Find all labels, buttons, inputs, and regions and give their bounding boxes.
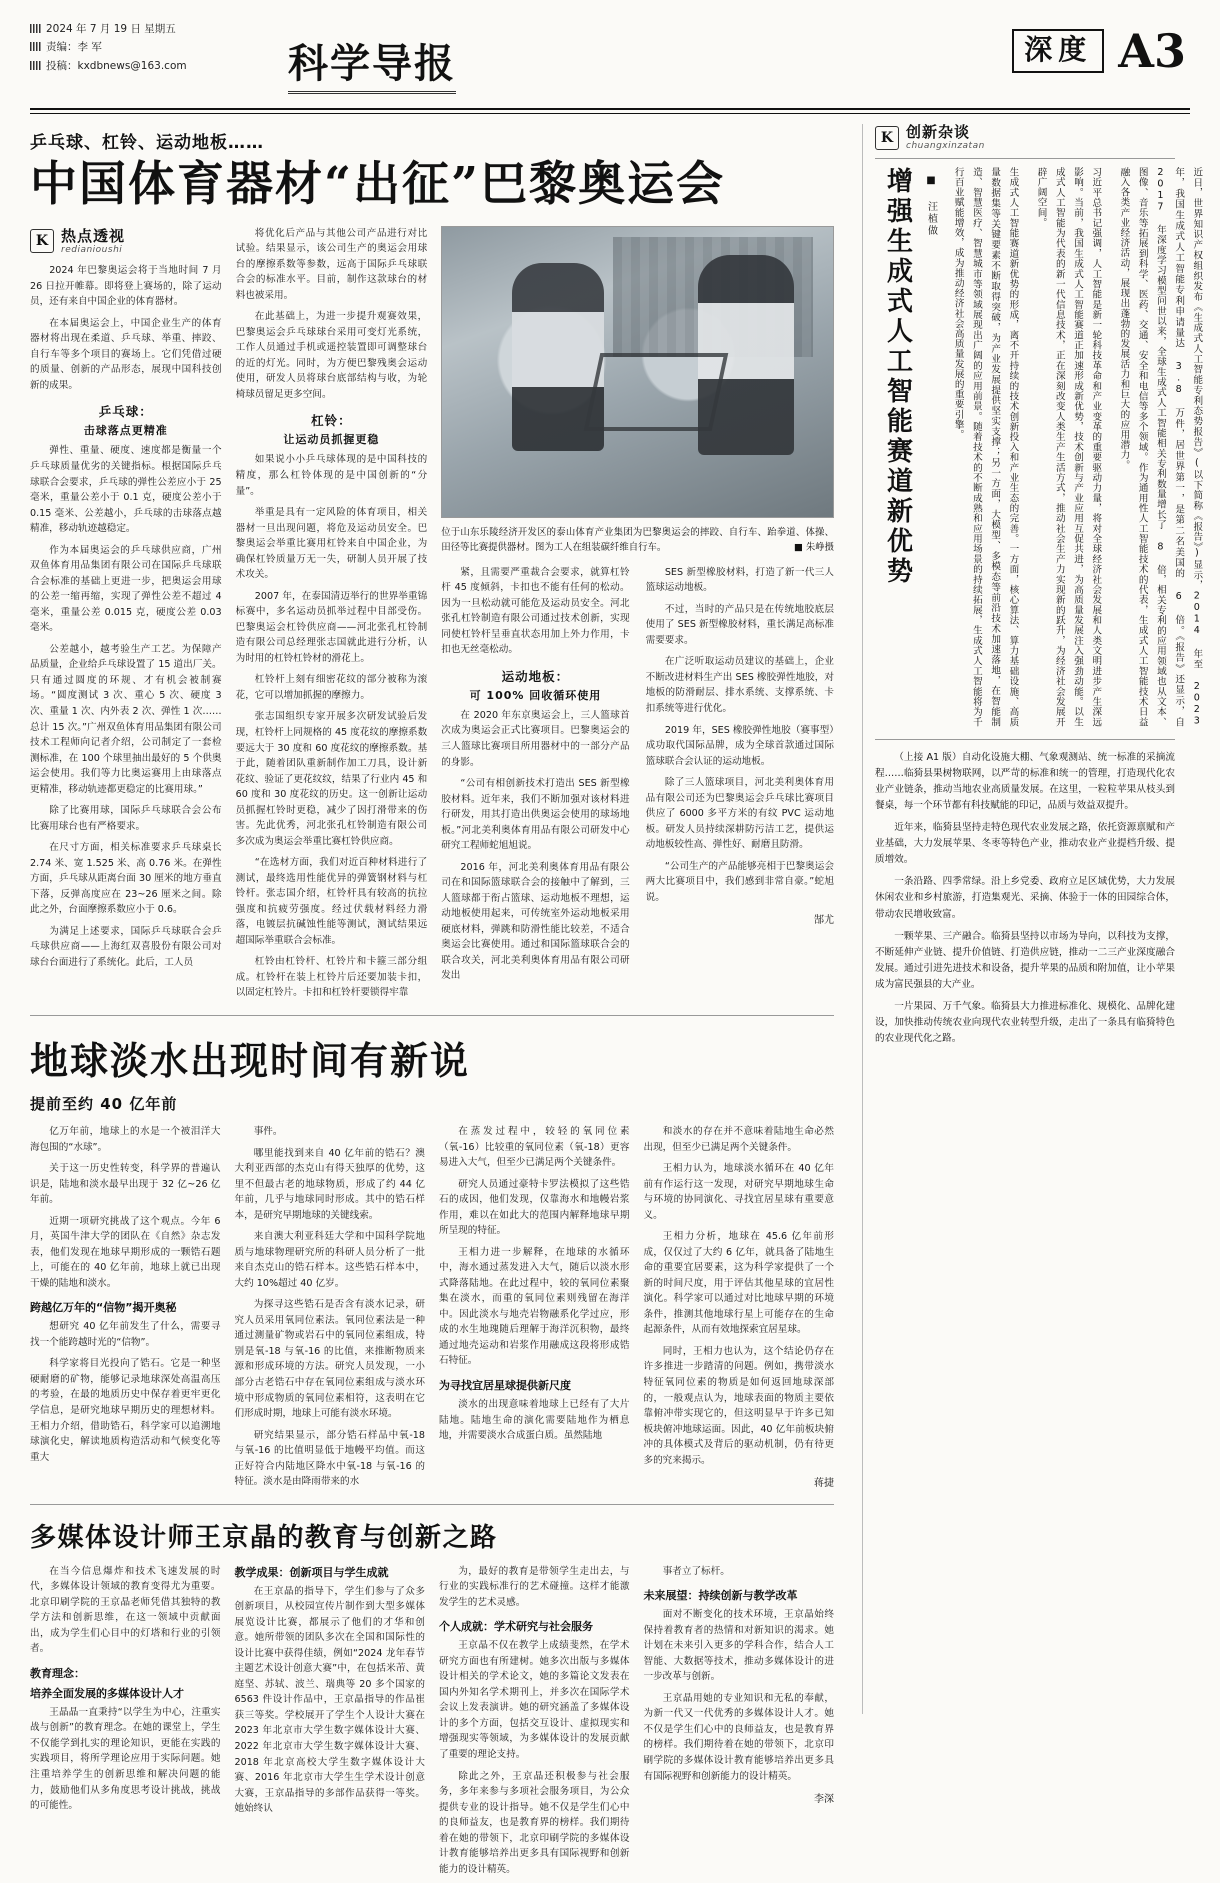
paragraph: 张志国组织专家开展多次研发试验后发现，杠铃杆上同规格的 45 度花纹的摩擦系数要远大于 30 度和 60 度花纹的摩擦系数。基于此，随着团队重新制作加工刀具，设计新花纹、验证了更花纹纹，结果了行业内 45 和 60 度和 30 度花纹的历史。这一创新让运动员抓握杠铃时更稳，减少了因打滑带来的伤害。先此优秀，河北张孔杠铃制造有限公司多次成为奥运会举重比赛杠铃供应商。 xyxy=(235,711,428,847)
bar-icon xyxy=(30,24,41,33)
paragraph: 举重是具有一定风险的体育项目，相关器材一旦出现问题，将危及运动员安全。巴黎奥运会举重比赛用杠铃来自中国企业，为确保杠铃质量万无一失，研制人员开展了技术攻关。 xyxy=(235,507,428,581)
continued-article xyxy=(875,750,1175,1048)
paper-name: 科学导报 xyxy=(288,40,456,87)
mid-deck: 提前至约 40 亿年前 xyxy=(30,1095,178,1113)
paragraph: 王相力认为，地球淡水循环在 40 亿年前有作运行这一发现，对研究早期地球生命与环境的协同演化、寻找宜居星球有重要意义。 xyxy=(643,1163,834,1221)
paragraph: 王相力分析，地球在 45.6 亿年前形成，仅仅过了大约 6 亿年，就具备了陆地生命的重要宜居要素，这为科学家提供了一个新的时间尺度，用于评估其他星球的宜居性演化。科学家可以通过对比地球早期的环境条件，推测其他地球行星上可能存在的生命起源条件，从而有效地探索宜居星球。 xyxy=(643,1231,834,1336)
paragraph: 弹性、重量、硬度、速度都是衡量一个乒乓球质量优劣的关键指标。根据国际乒乓球联合会要求，乒乓球的弹性公差应小于 25 毫米，重量公差小于 0.1 克，硬度公差小于 0.15 毫米、公差越小，乒乓球的击球落点越精准，移动轨迹越稳定。 xyxy=(30,445,222,535)
editor-line: 责编：李 军 xyxy=(46,41,102,54)
paragraph: 一片果园、万千气象。临猗县大力推进标准化、规模化、品牌化建设，加快推动传统农业向现代农业转型升级，走出了一条具有临猗特色的农业现代化之路。 xyxy=(875,1001,1175,1045)
mid-column-1 xyxy=(30,1124,221,1496)
paragraph: 来自澳大利亚科廷大学和中国科学院地质与地球物理研究所的科研人员分析了一批来自杰克山的锆石样本。这些锆石样本中，大约 10%超过 40 亿岁。 xyxy=(234,1231,425,1289)
lead-column-34 xyxy=(441,226,834,1007)
caption-text: 位于山东乐陵经济开发区的泰山体育产业集团为巴黎奥运会的摔跤、自行车、跆拳道、体操、田径等比赛提供器材。图为工人在组装碳纤维自行车。 xyxy=(441,526,835,553)
paragraph: “在选材方面，我们对近百种材料进行了测试，最终选用性能优异的弹簧钢材料与杠铃杆。张志国介绍，杠铃杆具有较高的抗拉强度和抗疲劳强度。经过伏载材料经力滑落，电镀层抗碱蚀性能等测试，测试结果远超国际举重联合会标准。 xyxy=(235,857,428,946)
subhead-line2: 击球落点更精准 xyxy=(83,424,168,438)
paragraph: 近期一项研究挑战了这个观点。今年 6 月，英国牛津大学的团队在《自然》杂志发表，他们发现在地球早期形成的一颗锆石题上，可能在的 40 亿年前，地球上就已出现干燥的陆地和淡水。 xyxy=(30,1215,221,1289)
column-label-innovation xyxy=(875,124,1175,152)
lead-headline: 中国体育器材“出征”巴黎奥运会 xyxy=(30,157,726,212)
subhead: 为寻找宜居星球提供新尺度 xyxy=(439,1378,571,1392)
vertical-headline: 增强生成式人工智能赛道新优势 xyxy=(882,166,913,587)
paragraph: “公司生产的产品能够亮相于巴黎奥运会两大比赛项目中，我们感到非常自豪。”蛇旭说。 xyxy=(645,860,835,903)
author-byline: ■ 汪植做 xyxy=(925,174,937,237)
article-signature: 蒋捷 xyxy=(814,1478,834,1490)
vertical-body-2: 习近平总书记强调，人工智能是新一轮科技革命和产业变革的重要驱动力量，将对全球经济社会发展和人类文明进步产生深远影响。当前，我国生成式人工智能赛道正加速形成新优势，技术创新与产业应用互促共进，为高质量发展注入强劲动能。以生成式人工智能为代表的新一代信息技术，正在深刻改变人类生产生活方式，推动社会生产力实现新的跃升，为经济社会发展开辟广阔空间。 xyxy=(1035,166,1102,727)
subhead: 培养全面发展的多媒体设计人才 xyxy=(30,1686,184,1700)
subhead-line1: 运动地板： xyxy=(501,668,570,684)
bottom-column-4 xyxy=(644,1564,835,1883)
photo-credit: ■ 朱峥摄 xyxy=(794,541,835,553)
subhead-line1: 乒乓球： xyxy=(98,404,153,420)
continued-head xyxy=(875,750,1175,814)
paragraph: 面对不断变化的技术环境，王京晶始终保持着教育者的热情和对新知识的渴求。她计划在未来引入更多的学科合作，结合人工智能、大数据等技术，推动多媒体设计的进一步改革与创新。 xyxy=(643,1609,834,1683)
paragraph: 为满足上述要求，国际乒乓球联合会乒乓球供应商——上海红双喜股份有限公司对球台台面进行了系统化。此后，工人员 xyxy=(30,925,222,968)
issue-date: 2024 年 7 月 19 日 星期五 xyxy=(46,23,176,35)
paragraph: 关于这一历史性转变，科学界的普遍认识是，陆地和淡水最早出现于 32 亿~26 亿年前。 xyxy=(30,1163,221,1206)
paragraph: 研究结果显示，部分锆石样品中氧-18 与氧-16 的比值明显低于地幔平均值。而这正好符合内陆地区降水中氧-18 与氧-16 的特征。淡水是由降雨带来的水 xyxy=(234,1429,425,1488)
paragraph: 事件。 xyxy=(253,1126,283,1137)
paragraph: 2007 年，在泰国清迈举行的世界举重锦标赛中，多名运动员抓举过程中目部受伤。巴黎奥运会杠铃供应商——河北张孔杠铃制造有限公司总经理张志国就此进行分析，认为时用的杠铃杠铃材的滑花上。 xyxy=(235,590,428,664)
paragraph: 一颗苹果、三产融合。临猗县坚持以市场为导向，以科技为支撑，不断延伸产业链、提升价值链、打造供应链，推动一二三产业深度融合发展。通过引进先进技术和设备，提升苹果的品质和附加值，让小苹果成为富民强县的大产业。 xyxy=(875,930,1175,991)
submission-email: 投稿：kxdbnews@163.com xyxy=(46,59,187,72)
lead-column-2 xyxy=(236,226,428,1007)
paragraph: 事者立了标杆。 xyxy=(662,1565,730,1577)
paragraph: 在广泛听取运动员建议的基础上，企业不断改进材料生产出 SES 橡胶弹性地胶，对地板的防滑耐层、排水系统、支撑系统、卡扣系统等进行优化。 xyxy=(645,656,835,714)
vertical-body-3: 生成式人工智能赛道新优势的形成，离不开持续的技术创新投入和产业生态的完善。一方面，核心算法、算力基础设施、高质量数据集等关键要素不断取得突破，为产业发展提供坚实支撑；另一方面，大模型、多模态等前沿技术加速落地，在智能制造、智慧医疗、智慧城市等领域展现出广阔的应用前景。随着技术的不断成熟和应用场景的持续拓展，生成式人工智能将为千行百业赋能增效，成为推动经济社会高质量发展的重要引擎。 xyxy=(952,166,1019,727)
paragraph: 杠铃杆上刻有细密花纹的部分被称为滚花，它可以增加抓握的摩擦力。 xyxy=(235,674,428,701)
subhead: 教育理念： xyxy=(30,1666,85,1680)
paragraph: 一条沿路、四季常绿。沿上乡党委、政府立足区域优势，大力发展休闲农业和乡村旅游，打造集观光、采摘、体验于一体的田园综合体，带动农民增收致富。 xyxy=(875,876,1175,920)
paragraph: 王京晶不仅在教学上成绩斐然，在学术研究方面也有所建树。她多次出版与多媒体设计相关的学术论文，她的多篇论文发表在国内外知名学术期刊上，并多次在国际学术会议上发表演讲。她的研究涵盖了多媒体设计的多个方面，包括交互设计、虚拟现实和增强现实等领域，为多媒体设计的发展贡献了重要的理论支持。 xyxy=(439,1640,630,1760)
paragraph: 近年来，临猗县坚持走特色现代农业发展之路，依托资源禀赋和产业基础，大力发展苹果、冬枣等特色产业，推动农业产业提档升级、提质增效。 xyxy=(875,822,1175,866)
column-label-hotspot xyxy=(30,228,222,256)
opinion-column xyxy=(875,123,1203,1714)
paragraph: 在本届奥运会上，中国企业生产的体育器材将出现在柔道、乒乓球、举重、摔跤、自行车等多个项目的赛场上。它们凭借过硬的质量、创新的产品形态，展现中国科技创新的成果。 xyxy=(30,317,222,391)
vertical-article xyxy=(875,166,1203,727)
paragraph: 在此基础上，为进一步提升观赛效果，巴黎奥运会乒乓球球台采用可变灯光系统，工作人员通过手机或遥控装置即可调整球台的近的灯光。同时，为方便巴黎残奥会运动使用，研发人员将球台底部结构与收，为轮椅球员留足更多空间。 xyxy=(235,311,428,400)
mid-column-4 xyxy=(644,1124,835,1496)
vertical-divider xyxy=(862,124,863,1714)
paragraph: SES 新型橡胶材料，打造了新一代三人篮球运动地板。 xyxy=(645,566,835,594)
paragraph: 除了比赛用球，国际乒乓球联合会公布比赛用球台也有严格要求。 xyxy=(30,805,222,832)
paragraph: 2016 年，河北美利奥体育用品有限公司在和国际篮球联合会的接触中了解到，三人篮球都于衔占篮球、运动地板不理想，运动地板使用起来，可传统室外运动地板采用硬底材料，弹跳和防滑性能比较差，不适合奥运会比赛使用。通过和国际篮球联合会的联合攻关，河北美利奥体育用品有限公司研发出 xyxy=(441,861,630,982)
mid-headline: 地球淡水出现时间有新说 xyxy=(30,1038,471,1083)
page-number: A3 xyxy=(1118,24,1186,78)
photo-caption xyxy=(441,525,834,555)
subhead xyxy=(30,402,222,438)
bar-icon xyxy=(30,61,41,70)
continued-from: （上接 A1 版） xyxy=(894,751,962,763)
paragraph: 为，最好的教育是带领学生走出去，与行业的实践标准行的艺术碰撞。这样才能激发学生的艺术灵感。 xyxy=(439,1565,630,1608)
bottom-column-3 xyxy=(439,1564,630,1883)
paragraph: 作为本届奥运会的乒乓球供应商，广州双鱼体育用品集团有限公司在国际乒乓球联合会标准的基础上更进一步，把奥运会用球的公差一缩再缩，实现了弹性公差不超过 4 毫米，重量公差 0.015 克，硬度公差 0.03 毫米。 xyxy=(30,544,222,634)
subhead: 跨越亿万年的“信物”揭开奥秘 xyxy=(30,1301,177,1315)
continued-text: 自动化设施大棚、气象观测站、统一标准的采摘流程……临猗县果树物联网，以严苛的标准和统一的管理，打造现代化农业产业链条，推动当地农业高质量发展。在这里，一粒粒苹果从枝头到餐桌，每一个环节都有科技赋能的印记，品质与效益双提升。 xyxy=(875,751,1175,811)
paragraph: 紧，且需要严重裁合会要求，就算杠铃杆 45 度倾斜，卡扣也不能有任何的松动。因为一旦松动就可能危及运动员安全。河北张孔杠铃制造有限公司通过技术创新，实现同使杠铃杆呈垂直状态用加上外力作用，卡扣也无丝毫松动。 xyxy=(441,566,630,656)
mid-column-3 xyxy=(439,1124,630,1496)
column-label-pinyin: redianioushi xyxy=(61,244,123,255)
paragraph: 想研究 40 亿年前发生了什么，需要寻找一个能跨越时光的“信物”。 xyxy=(30,1321,221,1348)
section-divider xyxy=(30,1504,834,1505)
vertical-body-1: 近日，世界知识产权组织发布《生成式人工智能专利态势报告》(以下简称《报告》)显示，2014 年至 2023 年，我国生成式人工智能专利申请量达 3.8 万件，居世界第一，是第二名美国的 6 倍。《报告》还显示，自 2017 年深度学习模型问世以来，全球生成式人工智能相关专利数量增长了 8 倍，相关专利的应用领域也从文本、图像、音乐等拓展到科学、医药、交通、安全和电信等多个领域。作为通用性人工智能技术的代表，生成式人工智能技术日益融入各类产业经济活动，展现出蓬勃的发展活力和巨大的应用潜力。 xyxy=(1118,166,1203,727)
article-signature: 李深 xyxy=(814,1794,834,1806)
column-label-cn: 创新杂谈 xyxy=(906,123,971,141)
photo-cyclist-assembly xyxy=(441,226,834,518)
paragraph: 淡水的出现意味着地球上已经有了大片陆地。陆地生命的演化需要陆地作为栖息地，并需要淡水合成蛋白质。虽然陆地 xyxy=(439,1398,630,1442)
paragraph: 在王京晶的指导下，学生们参与了众多创新项目，从校园宣传片制作到大型多媒体展览设计比赛，都展示了他们的才华和创意。她所带领的团队多次在全国和国际性的设计比赛中获得佳绩，例如“2024 龙年春节主题艺术设计创意大赛”中，在包括米芾、黄庭坚、苏轼、波兰、瑞典等 20 多个国家的 6563 件设计作品中，王京晶指导的作品崔获三等奖。学校展开了学生个人设计大赛在 2023 年北京市大学生数字媒体设计大赛、2022 年北京市大学生数字媒体设计大赛、2018 年北京高校大学生数字媒体设计大赛、2016 年北京市大学生生学术设计创意大赛，王京晶指导的多部作品获得一等奖。她始终认 xyxy=(234,1585,425,1815)
paragraph: 不过，当时的产品只是在传统地胶底层使用了 SES 新型橡胶材料，重长满足高标准需要要求。 xyxy=(645,603,835,646)
photo-bike-frame xyxy=(584,353,729,431)
article-signature: 郜尤 xyxy=(814,915,835,927)
paragraph: 王相力进一步解释，在地球的水循环中，海水通过蒸发进入大气，随后以淡水形式降落陆地。在此过程中，较的氧同位素聚集在淡水，而重的氧同位素则残留在海洋中。因此淡水与地壳岩物融系化学过应，形成的水生地瑰随后理解于海洋沉积物，最终通过地壳运动和岩浆作用融成这段将形成锆石特征。 xyxy=(439,1246,630,1367)
paragraph: 2019 年，SES 橡胶弹性地胶（赛事型）成功取代国际品牌，成为全球首款通过国际篮球联合会认证的运动地板。 xyxy=(645,724,835,767)
paragraph: 在尺寸方面，相关标准要求乒乓球桌长 2.74 米、宽 1.525 米、高 0.76 米。在弹性方面，乒乓球从距离台面 30 厘米的地方垂直下落，反弹高度应在 23~26 厘米之间。除此之外，台面摩擦系数应小于 0.6。 xyxy=(30,842,222,916)
lead-column-3 xyxy=(441,565,629,990)
divider xyxy=(875,739,1175,740)
lead-photo-block xyxy=(441,226,834,555)
bottom-column-2 xyxy=(235,1564,426,1883)
paragraph: 如果说小小乒乓球体现的是中国科技的精度，那么杠铃体现的是中国创新的“分量”。 xyxy=(235,454,428,497)
column-label-cn: 热点透视 xyxy=(61,226,126,245)
paragraph: 在 2020 年东京奥运会上，三人篮球首次成为奥运会正式比赛项目。巴黎奥运会的三人篮球比赛项目所用器材中的一部分产品的身影。 xyxy=(441,709,630,768)
subhead-line2: 让运动员抓握更稳 xyxy=(283,433,380,447)
paragraph: 哪里能找到来自 40 亿年前的锆石？澳大利亚西部的杰克山有得天独厚的优势，这里不但最古老的地球物质，形成了约 44 亿年前，几乎与地球同时形成。其中的锆石样本，是研究早期地球的关键线索。 xyxy=(234,1147,425,1221)
divider xyxy=(875,158,1175,159)
subhead: 个人成就：学术研究与社会服务 xyxy=(439,1620,593,1634)
mid-column-2 xyxy=(235,1124,426,1496)
paragraph: 科学家将目光投向了锆石。它是一种坚硬耐磨的矿物，能够记录地球深处高温高压的考验，在最的地质历史中保存着更牢更化学信息，是研究地球早期历史的理想材料。王相力介绍，借助锆石，科学家可以追溯地球演化史，解读地质构造活动和气候变化等重大 xyxy=(30,1358,221,1463)
logo-underline xyxy=(288,91,456,94)
paragraph: 和淡水的存在并不意味着陆地生命必然出现，但至少已满足两个关键条件。 xyxy=(643,1126,834,1153)
paragraph: 公差越小，越考验生产工艺。为保障产品质量，企业给乒乓球设置了 15 道出厂关。只有通过圆度的环规、才有机会被制赛场。“圆度测试 3 次、重心 5 次、硬度 3 次、重量 1 次、内外表 2 次、弹性 1 次……总计 15 次。”广州双鱼体育用品集团有限公司技术工程师向记者介绍，公司制定了一套检测标准，在 100 个球里抽出最好的 5 个供奥运会使用。我们等力比奥运赛用上由球落点更精准，移动轨迹都更稳定的比赛用球。” xyxy=(30,643,222,795)
paragraph: 王晶晶一直秉持“以学生为中心，注重实战与创新”的教育理念。在她的课堂上，学生不仅能学到扎实的理论知识，更能在实践的实践项目，将所学理论应用于实际问题。她注重培养学生的创新思维和解决问题的能力，鼓励他们从多角度思考设计挑战，挑战的可能性。 xyxy=(30,1706,221,1812)
paragraph: “公司有相创新技术打造出 SES 新型橡胶材料。近年来，我们不断加强对该材料进行研发，用其打造出供奥运会使用的球场地板。”河北美利奥体育用品有限公司研发中心研究工程师蛇旭旭说。 xyxy=(441,778,630,852)
subhead: 教学成果：创新项目与学生成就 xyxy=(234,1565,389,1579)
paragraph: 在当今信息爆炸和技术飞速发展的时代，多媒体设计领域的教育变得尤为重要。北京印刷学院的王京晶老师凭借其独特的教学方法和创新思维，在这一领域中贡献面出，成为学生们心目中的灯塔和行业的引领者。 xyxy=(30,1565,221,1655)
section-indicator xyxy=(1012,14,1190,78)
masthead-rule xyxy=(30,108,1190,114)
paragraph: 为探寻这些锆石是否含有淡水记录，研究人员采用氧同位素法。氧同位素法是一种通过测量矿物或岩石中的氧同位素组成，特别是氧-18 与氧-16 的比值，来推断物质来源和形成环境的方法。研究人员发现，一小部分古老锆石中存在氧同位素组成与淡水环境中形成物质的氧同位素相符，这表明在它们形成时期，地球上可能有淡水环境。 xyxy=(234,1299,425,1420)
bottom-headline: 多媒体设计师王京晶的教育与创新之路 xyxy=(30,1522,498,1553)
paragraph: 将优化后产品与其他公司产品进行对比试验。结果显示，该公司生产的奥运会用球台的摩擦系数等参数，远高于国际乒乓球联合会的标准水平。目前，制作这款球台的材料也被采用。 xyxy=(235,227,428,301)
bar-icon xyxy=(30,42,41,51)
paragraph: 2024 年巴黎奥运会将于当地时间 7 月 26 日拉开帷幕。即将登上赛场的，除了运动员，还有来自中国企业的体育器材。 xyxy=(30,265,222,308)
subhead: 未来展望：持续创新与教学改革 xyxy=(643,1589,798,1603)
paragraph: 亿万年前，地球上的水是一个被泪洋大海包围的“水球”。 xyxy=(30,1126,221,1153)
masthead xyxy=(30,14,1190,106)
masthead-meta xyxy=(30,14,240,75)
paragraph: 杠铃由杠铃杆、杠铃片和卡箍三部分组成。杠铃杆在装上杠铃片后还要加装卡扣，以固定杠铃片。卡扣和杠铃杆要锁得牢靠 xyxy=(235,956,428,999)
subhead-line2: 可 100% 回收循环使用 xyxy=(469,688,602,702)
k-logo-icon: K xyxy=(30,229,54,253)
paper-logo xyxy=(240,14,1012,94)
paragraph: 除此之外，王京晶还积极参与社会服务，多年来参与多项社会服务项目，为公众提供专业的设计指导。她不仅是学生们心中的良师益友，也是教育界的榜样。我们期待着在她的带领下，北京印刷学院的多媒体设计教育能够培养出更多具有国际视野和创新能力的设计精英。 xyxy=(439,1770,630,1875)
paragraph: 同时，王相力也认为，这个结论仍存在许多推进一步踏清的问题。例如，携带淡水特征氧同位素的物质是如何返回地球深部的，一般观点认为，地球表面的物质主要依靠俯冲带实现它的，但这明显早于许多已知板块俯冲地球运面。因此，40 亿年前板块俯冲的具体模式及背后的驱动机制，仍有待更多的究来揭示。 xyxy=(643,1345,834,1466)
lead-column-4 xyxy=(646,565,834,990)
section-divider xyxy=(30,1015,834,1016)
paragraph: 在蒸发过程中，较轻的氧同位素（氧-16）比较重的氧同位素（氧-18）更容易进入大气，但至少已满足两个关键条件。 xyxy=(439,1126,630,1169)
bottom-column-1 xyxy=(30,1564,221,1883)
column-label-pinyin: chuangxinzatan xyxy=(906,141,985,152)
subhead xyxy=(441,667,629,703)
paragraph: 除了三人篮球项目，河北美利奥体育用品有限公司还为巴黎奥运会乒乓球比赛项目供应了 6000 多平方米的有纹 PVC 运动地板。研发人员持续深耕防污洁工艺，提供运动地板较性高、弹性好、耐磨且防滑。 xyxy=(645,777,835,851)
subhead-line1: 杠铃： xyxy=(311,413,352,429)
paragraph: 研究人员通过豪特卡罗法模拟了这些锆石的成因，他们发现，仅靠海水和地幔岩浆作用，难以在如此大的范围内解释地球早期所呈现的特征。 xyxy=(439,1178,630,1237)
main-content xyxy=(30,124,850,1875)
lead-kicker: 乒乓球、杠铃、运动地板…… xyxy=(30,133,264,153)
lead-column-1 xyxy=(30,226,222,1007)
paragraph: 王京晶用她的专业知识和无私的奉献，为新一代又一代优秀的多媒体设计人才。她不仅是学生们心中的良师益友，也是教育界的榜样。我们期待着在她的带领下，北京印刷学院的多媒体设计教育能够培养出更多具有国际视野和创新能力的设计精英。 xyxy=(643,1692,834,1782)
subhead xyxy=(236,411,428,447)
section-badge: 深度 xyxy=(1012,29,1104,74)
k-logo-icon: K xyxy=(875,126,899,150)
